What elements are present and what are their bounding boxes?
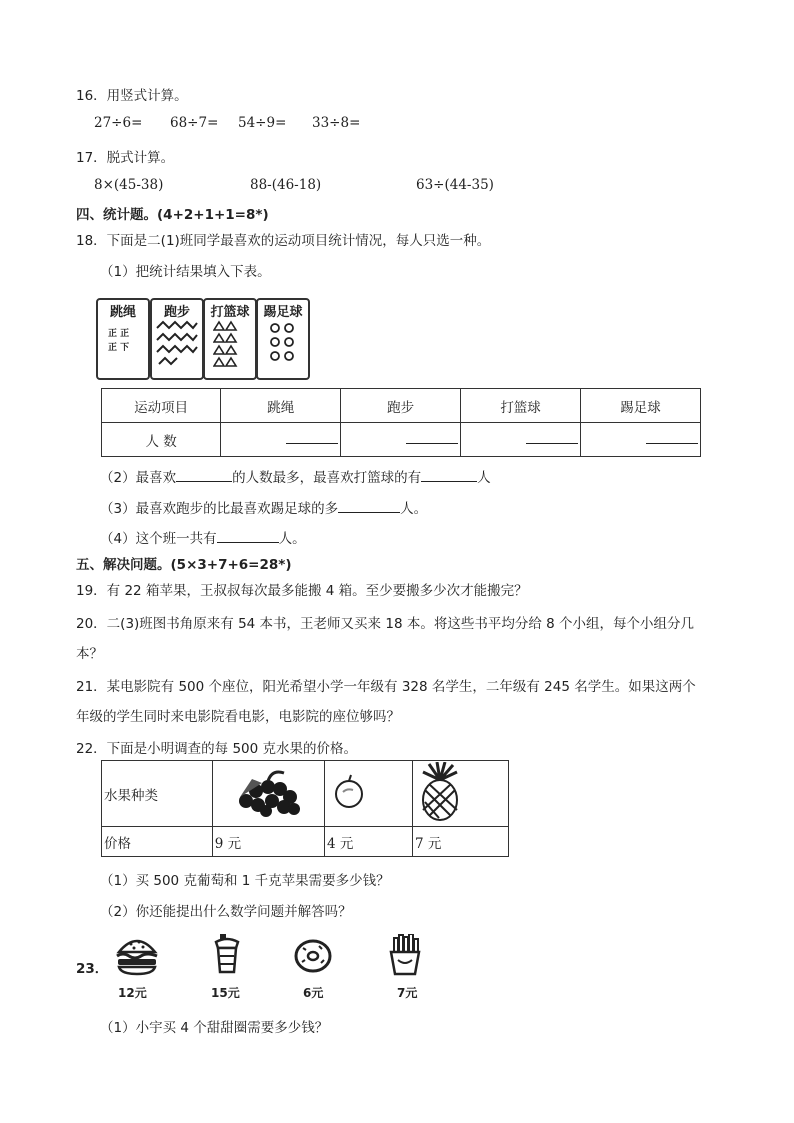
table-row-label: 人 数	[102, 423, 221, 457]
table-header: 跑步	[341, 389, 461, 423]
q17-item-2: 88-(46-18)	[250, 177, 322, 193]
q21-line1: 21．某电影院有 500 个座位，阳光希望小学一年级有 328 名学生，二年级有 245 名学生。如果这两个	[76, 679, 696, 695]
pineapple-icon	[415, 762, 465, 822]
triangle-icon	[213, 320, 249, 374]
table-header: 打篮球	[461, 389, 581, 423]
q18-part2-text: （2）最喜欢	[100, 470, 177, 486]
price-pineapple: 7 元	[412, 827, 508, 857]
q20-line1: 20．二(3)班图书角原来有 54 本书，王老师又买来 18 本。将这些书平均分给 8 个小组，每个小组分几	[76, 616, 694, 632]
card-football	[256, 298, 310, 380]
drink-icon	[212, 932, 242, 976]
zigzag-icon	[155, 320, 199, 374]
q18-part4-text: 人。	[278, 531, 306, 547]
q23-number: 23．	[76, 961, 109, 977]
pineapple-cell	[412, 761, 508, 827]
grape-icon	[228, 767, 308, 817]
table-header: 运动项目	[102, 389, 221, 423]
q21-line2: 年级的学生同时来电影院看电影，电影院的座位够吗？	[76, 709, 400, 725]
answer-cell[interactable]	[341, 423, 461, 457]
answer-blank[interactable]	[338, 500, 400, 513]
q18-part3-text: 人。	[400, 501, 428, 517]
grape-cell	[212, 761, 324, 827]
q16-item-4: 33÷8=	[312, 115, 361, 131]
q18-part2	[100, 466, 491, 486]
apple-icon	[329, 772, 369, 812]
q18-part4	[100, 527, 306, 547]
q16-item-3: 54÷9=	[238, 115, 287, 131]
fries-icon	[388, 934, 422, 976]
q18-part1: （1）把统计结果填入下表。	[100, 264, 271, 280]
q22-part2: （2）你还能提出什么数学问题并解答吗？	[100, 904, 352, 920]
price-fries: 7元	[397, 986, 418, 1000]
apple-cell	[325, 761, 413, 827]
circle-icon	[268, 322, 300, 366]
price-hamburger: 12元	[118, 986, 147, 1000]
card-label: 跳绳	[109, 305, 136, 320]
card-label: 跑步	[163, 305, 190, 320]
q18-part4-text: （4）这个班一共有	[100, 531, 217, 547]
table-header: 踢足球	[581, 389, 701, 423]
card-basketball	[203, 298, 257, 380]
q18-part3	[100, 497, 427, 517]
price-donut: 6元	[303, 986, 324, 1000]
q18-part2-text: 人	[477, 470, 491, 486]
q22-title: 22．下面是小明调查的每 500 克水果的价格。	[76, 741, 358, 757]
tally-row: 正 下	[108, 343, 130, 353]
label-price: 价格	[102, 827, 213, 857]
card-running	[150, 298, 204, 380]
donut-icon	[293, 938, 333, 974]
q17-title: 17．脱式计算。	[76, 150, 175, 166]
q16-item-1: 27÷6=	[94, 115, 143, 131]
q20-line2: 本？	[76, 646, 103, 662]
table-header: 跳绳	[221, 389, 341, 423]
card-label: 打篮球	[210, 305, 250, 320]
card-jump-rope	[96, 298, 150, 380]
answer-cell[interactable]	[581, 423, 701, 457]
q23-part1: （1）小宇买 4 个甜甜圈需要多少钱？	[100, 1020, 329, 1036]
q18-part2-text: 的人数最多，最喜欢打篮球的有	[232, 470, 422, 486]
answer-blank[interactable]	[421, 469, 477, 482]
q18-title: 18．下面是二(1)班同学最喜欢的运动项目统计情况，每人只选一种。	[76, 233, 491, 249]
card-label: 踢足球	[263, 305, 303, 320]
answer-blank[interactable]	[176, 469, 232, 482]
q17-item-1: 8×(45-38)	[94, 177, 164, 193]
q16-title: 16．用竖式计算。	[76, 88, 188, 104]
section-4-heading: 四、统计题。(4+2+1+1=8*)	[76, 207, 269, 223]
price-drink: 15元	[211, 986, 240, 1000]
label-fruit-kind: 水果种类	[102, 761, 213, 827]
fruit-price-table	[101, 760, 509, 857]
price-grape: 9 元	[212, 827, 324, 857]
sports-table	[101, 388, 701, 457]
q16-item-2: 68÷7=	[170, 115, 219, 131]
q18-part3-text: （3）最喜欢跑步的比最喜欢踢足球的多	[100, 501, 339, 517]
q19-text: 19．有 22 箱苹果，王叔叔每次最多能搬 4 箱。至少要搬多少次才能搬完？	[76, 583, 528, 599]
section-5-heading: 五、解决问题。(5×3+7+6=28*)	[76, 557, 292, 573]
tally-row: 正 正	[108, 329, 130, 339]
answer-cell[interactable]	[461, 423, 581, 457]
answer-cell[interactable]	[221, 423, 341, 457]
q22-part1: （1）买 500 克葡萄和 1 千克苹果需要多少钱？	[100, 873, 390, 889]
hamburger-icon	[115, 934, 159, 976]
q17-item-3: 63÷(44-35)	[416, 177, 494, 193]
answer-blank[interactable]	[217, 530, 279, 543]
price-apple: 4 元	[325, 827, 413, 857]
